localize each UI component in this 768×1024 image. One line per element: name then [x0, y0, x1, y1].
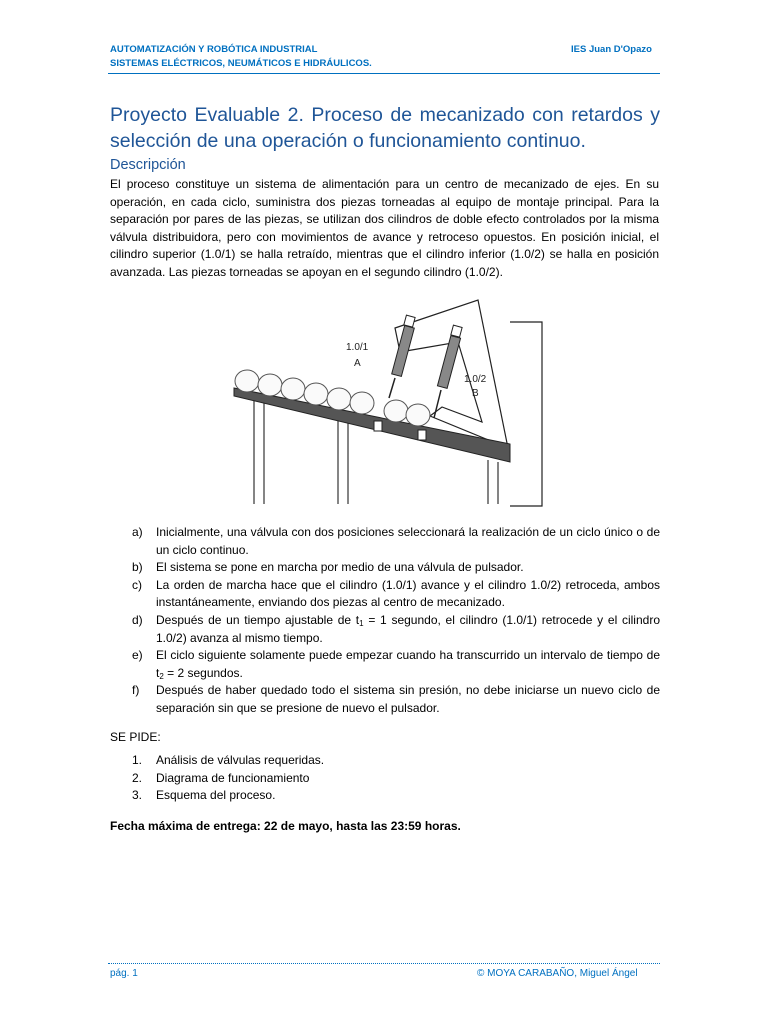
list-item-text: Diagrama de funcionamiento [156, 770, 310, 785]
piece [281, 378, 305, 400]
list-item [110, 577, 660, 612]
list-item-text: Después de haber quedado todo el sistema sin presión, no debe iniciarse un nuevo ciclo de separación sin que se presione de nuevo el pulsador. [156, 683, 660, 715]
list-item-text: Inicialmente, una válvula con dos posiciones seleccionará la realización de un ciclo único o de un ciclo continuo. [156, 525, 660, 557]
footer-page-number: pág. 1 [110, 968, 138, 979]
piece [384, 400, 408, 422]
page-title: Proyecto Evaluable 2. Proceso de mecanizado con retardos y selección de una operación o funcionamiento continuo. [110, 104, 660, 152]
label-cylinder-b-code: 1.0/2 [464, 374, 487, 385]
piece [350, 392, 374, 414]
list-item-text: El sistema se pone en marcha por medio de una válvula de pulsador. [156, 560, 524, 575]
label-cylinder-b-letter: B [472, 388, 479, 399]
footer-author: © MOYA CARABAÑO, Miguel Ángel [477, 968, 638, 979]
list-marker: e) [132, 648, 143, 663]
header-course [110, 43, 372, 71]
label-cylinder-a-letter: A [354, 358, 361, 369]
list-item [110, 682, 660, 717]
section-heading: Descripción [110, 157, 186, 173]
description-paragraph: El proceso constituye un sistema de alimentación para un centro de mecanizado de ejes. En su operación, en cada ciclo, suministra dos piezas torneadas al equipo de montaje principal. Para la separación por pares de las piezas, se utilizan dos cilindros de doble efecto controlados por la misma válvula distribuidora, pero con movimientos de avance y retroceso opuestos. En posición inicial, el cilindro superior (1.0/1) se halla retraído, mientras que el cilindro inferior (1.0/2) se halla en posición avanzada. Las piezas torneadas se apoyan en el segundo cilindro (1.0/2). [110, 177, 659, 279]
footer-divider [108, 963, 660, 964]
list-item-text: La orden de marcha hace que el cilindro (1.0/1) avance y el cilindro 1.0/2) retroceda, ambos instantáneamente, enviando dos piezas al centro de mecanizado. [156, 577, 660, 610]
piece [406, 404, 430, 426]
piece [235, 370, 259, 392]
machining-feeder-diagram [220, 292, 550, 510]
cylinder-b [434, 325, 462, 418]
list-marker: 2. [132, 770, 143, 785]
list-item-text: Esquema del proceso. [156, 788, 276, 803]
label-cylinder-a-code: 1.0/1 [346, 342, 369, 353]
list-marker: f) [132, 683, 140, 698]
list-item [110, 752, 660, 770]
machine-wall [510, 322, 542, 506]
list-marker: c) [132, 577, 142, 592]
list-marker: b) [132, 560, 143, 575]
header-line2: SISTEMAS ELÉCTRICOS, NEUMÁTICOS E HIDRÁULICOS. [110, 58, 372, 69]
list-marker: 1. [132, 753, 143, 767]
list-item [110, 770, 660, 788]
list-item [110, 787, 660, 805]
stop-pin-1 [374, 421, 382, 431]
list-item-text: El ciclo siguiente solamente puede empezar cuando ha transcurrido un intervalo de tiempo de $t_2 = 2$ segundos. [156, 648, 660, 681]
list-item [110, 559, 660, 577]
header-school: IES Juan D'Opazo [571, 44, 652, 55]
conditions-list [110, 524, 660, 718]
list-marker: a) [132, 525, 143, 539]
piece [258, 374, 282, 396]
piece [304, 383, 328, 405]
list-item [110, 524, 660, 559]
list-item-text: Análisis de válvulas requeridas. [156, 753, 325, 767]
header-divider [108, 73, 660, 74]
header-line1: AUTOMATIZACIÓN Y ROBÓTICA INDUSTRIAL [110, 44, 318, 55]
se-pide-label: SE PIDE: [110, 730, 161, 744]
cylinder-a [389, 315, 415, 398]
stop-pin-2 [418, 430, 426, 440]
list-item [110, 612, 660, 647]
deadline-text: Fecha máxima de entrega: 22 de mayo, hasta las 23:59 horas. [110, 819, 461, 833]
list-marker: 3. [132, 788, 143, 803]
requirements-list [110, 752, 660, 805]
list-item-text: Después de un tiempo ajustable de $t_1 = 1$ segundo, el cilindro (1.0/1) retrocede y el cilindro 1.0/2) avanza al mismo tiempo. [156, 612, 660, 645]
piece [327, 388, 351, 410]
list-marker: d) [132, 612, 143, 627]
list-item [110, 647, 660, 682]
